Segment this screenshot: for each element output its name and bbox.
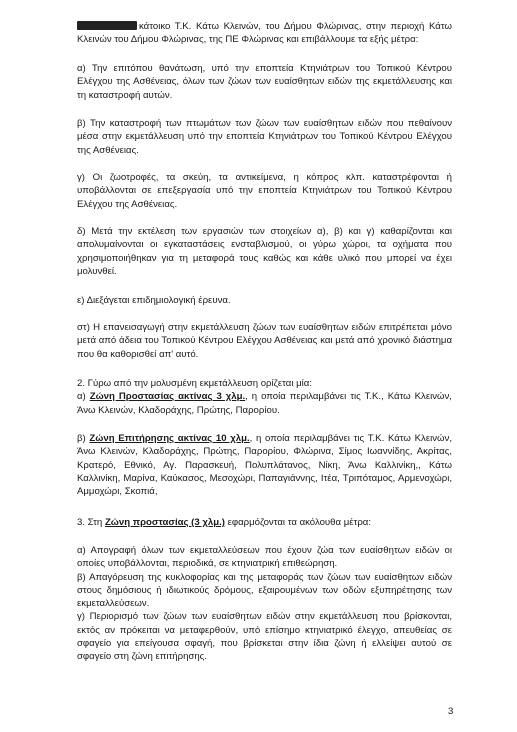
zone-a-prefix: α) bbox=[77, 391, 90, 403]
measure-f bbox=[77, 321, 452, 361]
intro-text: κάτοικο Τ.Κ. Κάτω Κλεινών, του Δήμου Φλώρινας, στην περιοχή Κάτω Κλεινών του Δήμου Φλώρινας, της ΠΕ Φλώρινας και επιβάλλουμε τα εξής μέτρα: bbox=[77, 21, 452, 46]
measure-f-text: στ) Η επανεισαγωγή στην εκμετάλλευση ζώων των ευαίσθητων ειδών επιτρέπεται μόνο μετά από άδεια του Τοπικού Κέντρου Ελέγχου Ασθένειας και μετά από χρονικό διάστημα που θα καθορισθεί απ' αυτό. bbox=[77, 322, 452, 360]
zone-protection-title: Ζώνη Προστασίας ακτίνας 3 χλμ. bbox=[89, 391, 246, 403]
zones-heading: 2. Γύρω από την μολυσμένη εκμετάλλευση ορίζεται μία: bbox=[77, 378, 312, 389]
measure-a-text: α) Την επιτόπου θανάτωση, υπό την εποπτεία Κτηνιάτρων του Τοπικού Κέντρου Ελέγχου της Ασθένειας, όλων των ζώων των ευαίσθητων ειδών της εκμετάλλευσης και τη καταστροφή αυτών. bbox=[77, 63, 452, 101]
protection-prefix: 3. Στη bbox=[77, 517, 105, 528]
page-number: 3 bbox=[448, 706, 454, 717]
protection-heading bbox=[77, 516, 452, 529]
protection-item-b: β) Απαγόρευση της κυκλοφορίας και της μεταφοράς των ζώων των ευαίσθητων ειδών στους δημόσιους ή ιδιωτικούς δρόμους, εξαιρουμένων των οδών εξυπηρέτησης των εκμεταλλεύσεων. bbox=[77, 571, 452, 610]
zone-b-prefix: β) bbox=[77, 433, 90, 444]
redacted-name bbox=[77, 21, 137, 30]
measure-b-text: β) Την καταστροφή των πτωμάτων των ζώων των ευαίσθητων ειδών που πεθαίνουν μέσα στην εκμετάλλευση υπό την εποπτεία Κτηνιάτρων του Τοπικού Κέντρου Ελέγχου της Ασθένειας. bbox=[77, 118, 452, 156]
protection-suffix: εφαρμόζονται τα ακόλουθα μέτρα: bbox=[224, 517, 371, 528]
measure-e-text: ε) Διεξάγεται επιδημιολογική έρευνα. bbox=[77, 295, 231, 306]
protection-item-c: γ) Περιορισμό των ζώων των ευαίσθητων ειδών στην εκμετάλλευση που βρίσκονται, εκτός αν πρόκειται να μεταφερθούν, υπό επίσημο κτηνιατρικό έλεγχο, απευθείας σε σφαγείο για επείγουσα σφαγή, που βρίσκεται στην ίδια ζώνη ή ελλείψει αυτού σε σφαγείο στη ζώνη επιτήρησης. bbox=[77, 611, 452, 663]
intro-paragraph bbox=[77, 20, 452, 47]
protection-zone-title: Ζώνη προστασίας (3 χλμ.) bbox=[104, 517, 225, 528]
protection-measures bbox=[77, 544, 452, 664]
zones-section bbox=[77, 377, 452, 417]
measure-e bbox=[77, 294, 452, 307]
zone-surveillance-text: , η οποία περιλαμβάνει τις Τ.Κ. Κάτω Κλεινών, Άνω Κλεινών, Κλαδοράχης, Πρώτης, Παρορίου, Φλώρινα, Σίμος Ιωαννίδης, Ακρίτας, Κρατερό, Εθνικό, Αγ. Παρασκευή, Πολυπλάτανος, Νίκη, Άνω Καλλινίκη,, Κάτω Καλλινίκη, Μαρίνα, Καύκασος, Μεσοχώρι, Παπαγιάννης, Ιτέα, Τριπόταμος, Αρμενοχώρι, Αμμοχώρι, Σκοπιά, bbox=[77, 433, 452, 498]
zone-protection-paragraph bbox=[77, 390, 452, 417]
measure-a bbox=[77, 62, 452, 102]
measure-d-text: δ) Μετά την εκτέλεση των εργασιών των στοιχείων α), β) και γ) καθαρίζονται και απολυμαίνονται οι εγκαταστάσεις ενσταβλισμού, οι γύρω χώροι, τα οχήματα που χρησιμοποιήθηκαν για τη μεταφορά τους καθώς και κάθε υλικό που μπορεί να έχει μολυνθεί. bbox=[77, 226, 452, 277]
measure-c bbox=[77, 171, 452, 211]
zone-surveillance-paragraph bbox=[77, 432, 452, 498]
measure-d bbox=[77, 225, 452, 278]
protection-item-a: α) Απογραφή όλων των εκμεταλλεύσεων που έχουν ζώα των ευαίσθητων ειδών οι οποίες υποβάλλονται, περιοδικά, σε κτηνιατρική επιθεώρηση. bbox=[77, 545, 452, 570]
zone-protection-text: , η οποία περιλαμβάνει τις Τ.Κ., Κάτω Κλεινών, Άνω Κλεινών, Κλαδοράχης, Πρώτης, Παρορίου. bbox=[77, 391, 452, 416]
zone-surveillance-title: Ζώνη Επιτήρησης ακτίνας 10 χλμ. bbox=[89, 433, 250, 444]
measure-b bbox=[77, 117, 452, 157]
measure-c-text: γ) Οι ζωοτροφές, τα σκεύη, τα αντικείμενα, η κόπρος κλπ. καταστρέφονται ή υποβάλλονται σε επεξεργασία υπό την εποπτεία Κτηνιάτρων του Τοπικού Κέντρου Ελέγχου της Ασθένειας. bbox=[77, 172, 452, 210]
